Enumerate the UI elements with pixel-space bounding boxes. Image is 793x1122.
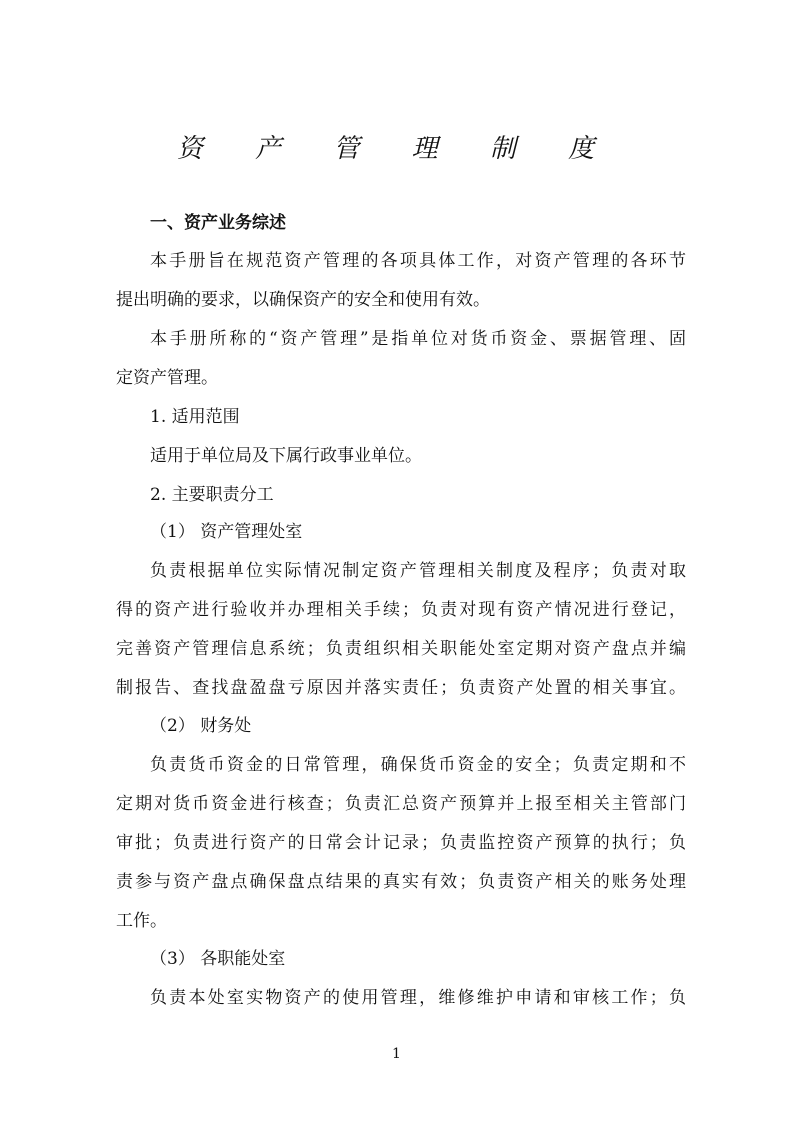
paragraph-line: 制报告、查找盘盈盘亏原因并落实责任；负责资产处置的相关事宜。 (116, 678, 686, 698)
paragraph-line: 本手册旨在规范资产管理的各项具体工作，对资产管理的各环节 (150, 251, 686, 271)
item-heading: （2） 财务处 (150, 716, 252, 736)
paragraph-line: 完善资产管理信息系统；负责组织相关职能处室定期对资产盘点并编 (116, 639, 686, 659)
document-title: 资 产 管 理 制 度 (176, 134, 617, 164)
item-heading: （1） 资产管理处室 (150, 522, 303, 542)
paragraph-line: 得的资产进行验收并办理相关手续；负责对现有资产情况进行登记， (116, 600, 686, 620)
paragraph-line: 定期对货币资金进行核查；负责汇总资产预算并上报至相关主管部门 (116, 794, 686, 814)
paragraph-line: 负责货币资金的日常管理，确保货币资金的安全；负责定期和不 (150, 755, 686, 775)
paragraph-line: 责参与资产盘点确保盘点结果的真实有效；负责资产相关的账务处理 (116, 872, 686, 892)
subsection-heading: 2. 主要职责分工 (150, 485, 274, 505)
paragraph-line: 提出明确的要求，以确保资产的安全和使用有效。 (116, 290, 490, 310)
paragraph-line: 工作。 (116, 911, 167, 931)
paragraph-line: 适用于单位局及下属行政事业单位。 (150, 446, 422, 466)
paragraph-line: 定资产管理。 (116, 368, 218, 388)
paragraph-line: 负责根据单位实际情况制定资产管理相关制度及程序；负责对取 (150, 561, 686, 581)
page-number: 1 (392, 1046, 401, 1062)
item-heading: （3） 各职能处室 (150, 949, 286, 969)
subsection-heading: 1. 适用范围 (150, 407, 240, 427)
paragraph-line: 本手册所称的“资产管理”是指单位对货币资金、票据管理、固 (150, 329, 686, 349)
paragraph-line: 审批；负责进行资产的日常会计记录；负责监控资产预算的执行；负 (116, 833, 686, 853)
paragraph-line: 负责本处室实物资产的使用管理，维修维护申请和审核工作；负 (150, 988, 686, 1008)
section-heading: 一、资产业务综述 (150, 213, 286, 233)
